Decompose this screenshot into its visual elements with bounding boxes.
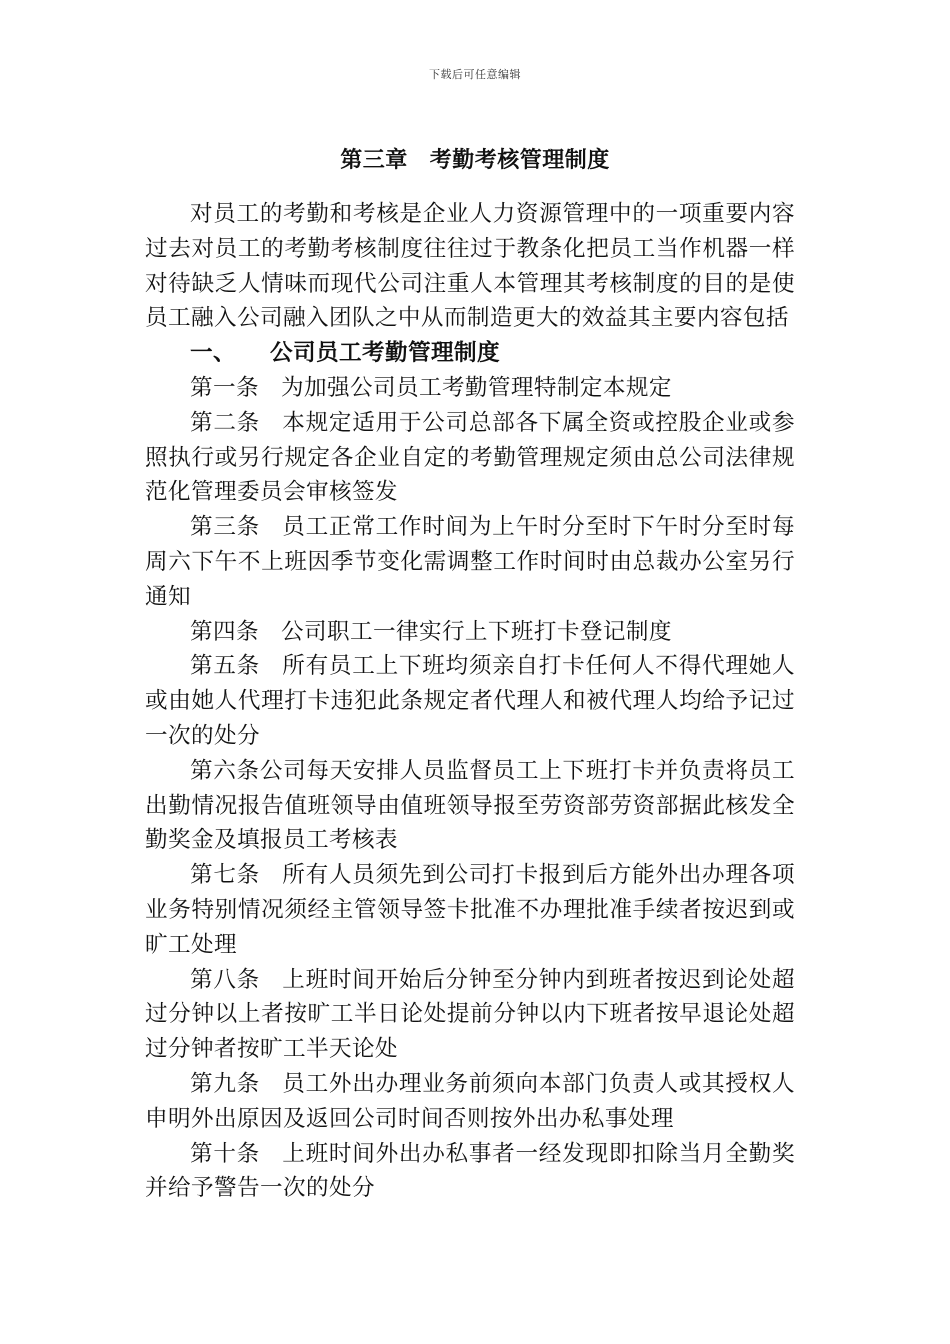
article-10: [145, 1137, 795, 1207]
section-heading: [145, 336, 795, 371]
article-text: 公司每天安排人员监督员工上下班打卡并负责将员工出勤情况报告值班领导由值班领导报至劳资部劳资部据此核发全勤奖金及填报员工考核表: [145, 757, 795, 854]
article-label: 第三条: [190, 514, 260, 541]
article-6: [145, 754, 795, 858]
article-label: 第一条: [190, 374, 259, 401]
article-label: 第二条: [190, 409, 260, 436]
intro-paragraph: 对员工的考勤和考核是企业人力资源管理中的一项重要内容过去对员工的考勤考核制度往往过于教条化把员工当作机器一样对待缺乏人情味而现代公司注重人本管理其考核制度的目的是使员工融入公司融入团队之中从而制造更大的效益其主要内容包括: [145, 201, 795, 332]
chapter-name: 考勤考核管理制度: [429, 148, 610, 173]
article-3: [145, 510, 795, 614]
article-text: 所有人员须先到公司打卡报到后方能外出办理各项业务特别情况须经主管领导签卡批准不办理批准手续者按迟到或旷工处理: [145, 862, 795, 958]
section-title: 公司员工考勤管理制度: [270, 340, 500, 367]
article-text: 员工外出办理业务前须向本部门负责人或其授权人申明外出原因及返回公司时间否则按外出办私事处理: [145, 1070, 795, 1132]
article-text: 本规定适用于公司总部各下属全资或控股企业或参照执行或另行规定各企业自定的考勤管理规定须由总公司法律规范化管理委员会审核签发: [145, 409, 795, 506]
article-label: 第四条: [190, 618, 259, 645]
article-text: 上班时间外出办私事者一经发现即扣除当月全勤奖并给予警告一次的处分: [145, 1140, 795, 1202]
article-text: 为加强公司员工考勤管理特制定本规定: [280, 374, 672, 401]
article-label: 第十条: [190, 1140, 260, 1167]
article-4: [145, 615, 795, 650]
article-label: 第七条: [190, 862, 260, 889]
article-text: 上班时间开始后分钟至分钟内到班者按迟到论处超过分钟以上者按旷工半日论处提前分钟以内下班者按早退论处超过分钟者按旷工半天论处: [145, 966, 795, 1063]
chapter-number: 第三章: [340, 148, 408, 173]
chapter-title: [0, 143, 950, 174]
article-2: [145, 406, 795, 510]
article-8: [145, 963, 795, 1067]
article-label: 第九条: [190, 1070, 260, 1097]
article-5: [145, 649, 795, 753]
article-text: 公司职工一律实行上下班打卡登记制度: [280, 618, 672, 645]
section-number: 一、: [190, 340, 236, 367]
article-9: [145, 1067, 795, 1137]
article-text: 所有员工上下班均须亲自打卡任何人不得代理她人或由她人代理打卡违犯此条规定者代理人和被代理人均给予记过一次的处分: [145, 653, 795, 749]
article-label: 第六条: [190, 757, 260, 784]
article-label: 第八条: [190, 966, 260, 993]
header-note: 下载后可任意编辑: [429, 68, 521, 81]
document-body: [145, 197, 795, 1206]
article-text: 员工正常工作时间为上午时分至时下午时分至时每周六下午不上班因季节变化需调整工作时间时由总裁办公室另行通知: [145, 514, 795, 610]
article-label: 第五条: [190, 653, 260, 680]
article-1: [145, 371, 795, 406]
article-7: [145, 858, 795, 962]
